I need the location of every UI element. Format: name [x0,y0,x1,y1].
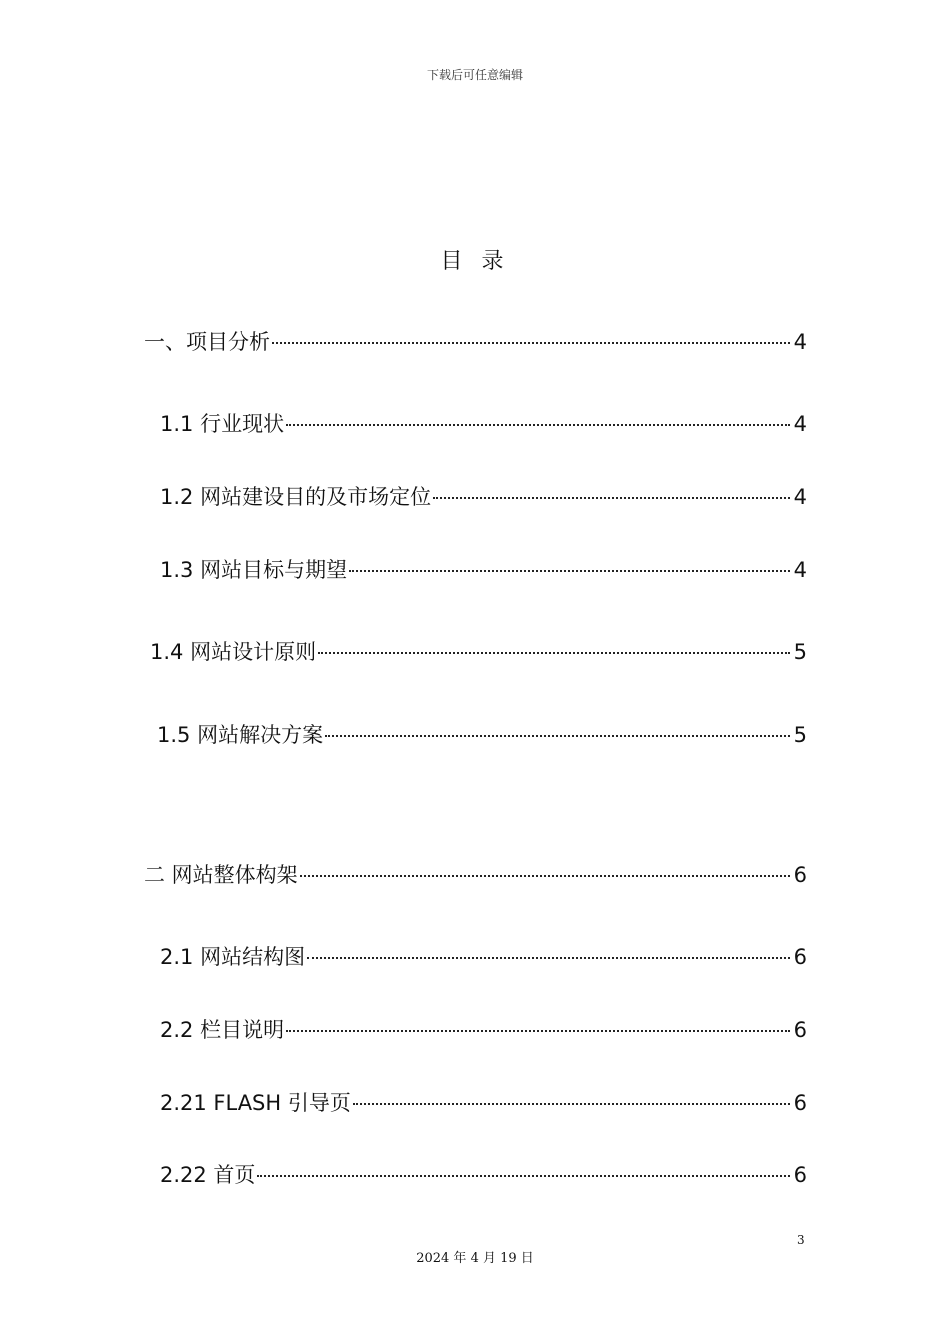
toc-leader-dots [286,424,790,426]
toc-leader-dots [325,735,790,737]
toc-entry[interactable] [160,1161,807,1189]
toc-entry-page: 5 [793,723,807,747]
toc-entry[interactable] [160,410,807,438]
toc-entry[interactable] [160,1089,807,1117]
toc-entry-text: 2.21 FLASH 引导页 [160,1091,351,1115]
toc-leader-dots [349,570,790,572]
toc-entry-text: 2.22 首页 [160,1163,256,1187]
toc-entry-page: 6 [793,863,807,887]
toc-leader-dots [307,957,790,959]
toc-entry-page: 4 [793,330,807,354]
toc-entry-text: 2.1 网站结构图 [160,945,306,969]
page-header: 下载后可任意编辑 [426,68,523,82]
page-footer-date: 2024 年 4 月 19 日 [416,1251,534,1266]
toc-entry-text: 1.3 网站目标与期望 [160,558,348,582]
toc-entry-page: 6 [793,1091,807,1115]
toc-entry-text: 1.4 网站设计原则 [150,640,317,664]
toc-entry-text: 一、项目分析 [144,330,270,354]
toc-leader-dots [300,875,790,877]
toc-entry-page: 6 [793,1163,807,1187]
toc-entry[interactable] [160,556,807,584]
toc-entry-page: 5 [793,640,807,664]
toc-entry-page: 6 [793,1018,807,1042]
toc-leader-dots [272,342,790,344]
page-number: 3 [797,1233,805,1247]
toc-entry-text: 1.1 行业现状 [160,412,285,436]
toc-entry-text: 1.2 网站建设目的及市场定位 [160,485,432,509]
toc-leader-dots [353,1103,790,1105]
toc-leader-dots [286,1030,790,1032]
toc-leader-dots [318,652,790,654]
toc-entry[interactable] [144,861,807,889]
toc-entry-page: 4 [793,412,807,436]
toc-entry[interactable] [150,638,807,666]
toc-entry[interactable] [144,328,807,356]
toc-entry-text: 1.5 网站解决方案 [157,723,324,747]
toc-entry-text: 2.2 栏目说明 [160,1018,285,1042]
toc-entry[interactable] [157,721,807,749]
toc-entry-page: 4 [793,558,807,582]
toc-leader-dots [257,1175,789,1177]
toc-leader-dots [433,497,790,499]
toc-entry-page: 4 [793,485,807,509]
toc-title: 目 录 [440,249,510,274]
toc-entry-page: 6 [793,945,807,969]
toc-entry-text: 二 网站整体构架 [144,863,298,887]
toc-entry[interactable] [160,483,807,511]
toc-entry[interactable] [160,1016,807,1044]
toc-entry[interactable] [160,943,807,971]
